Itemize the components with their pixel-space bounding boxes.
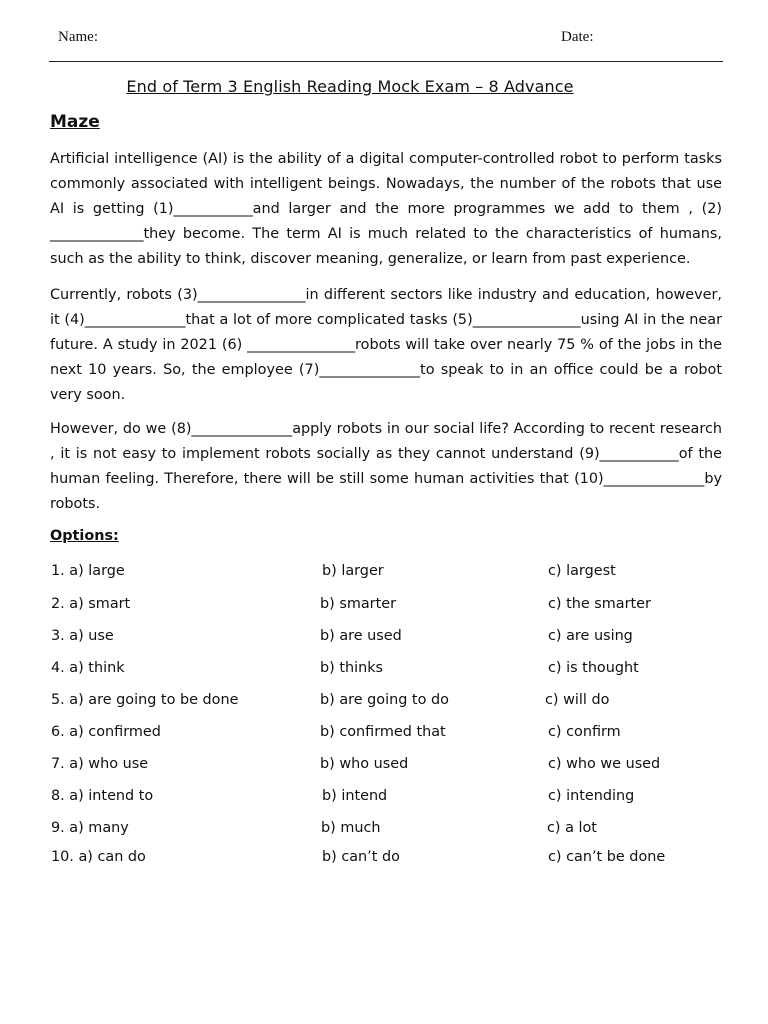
- option-2-b: b) smarter: [320, 596, 396, 612]
- option-5-b: b) are going to do: [320, 692, 449, 708]
- passage-paragraph-2: Currently, robots (3)_______________in different sectors like industry and education, however, it (4)______________that a lot of more complicated tasks (5)_______________using AI in the near future. A study in 2021 (6) _______________robots will take over nearly 75 % of the jobs in the next 10 years. So, the employee (7)______________to speak to in an office could be a robot very soon.: [50, 287, 722, 403]
- section-heading: Maze: [50, 112, 100, 132]
- date-label: Date:: [561, 29, 594, 45]
- option-2-c: c) the smarter: [548, 596, 651, 612]
- option-9-a: 9. a) many: [51, 820, 129, 836]
- option-6-a: 6. a) confirmed: [51, 724, 161, 740]
- option-8-b: b) intend: [322, 788, 388, 804]
- option-4-a: 4. a) think: [51, 660, 125, 676]
- option-10-b: b) can’t do: [322, 849, 400, 865]
- option-7-b: b) who used: [320, 756, 409, 772]
- header-divider: [49, 61, 723, 62]
- option-5-a: 5. a) are going to be done: [51, 692, 239, 708]
- option-6-b: b) confirmed that: [320, 724, 446, 740]
- option-7-a: 7. a) who use: [51, 756, 149, 772]
- option-3-a: 3. a) use: [51, 628, 114, 644]
- passage-paragraph-3: However, do we (8)______________apply robots in our social life? According to recent research , it is not easy to implement robots socially as they cannot understand (9)___________of the human feeling. Therefore, there will be still some human activities that (10)______________by robots.: [50, 421, 722, 512]
- passage-paragraph-1: Artificial intelligence (AI) is the ability of a digital computer-controlled robot to perform tasks commonly associated with intelligent beings. Nowadays, the number of the robots that use AI is getting (1)___________and larger and the more programmes we add to them , (2) _____________they become. The term AI is much related to the characteristics of humans, such as the ability to think, discover meaning, generalize, or learn from past experience.: [50, 151, 722, 267]
- options-heading: Options:: [50, 528, 119, 544]
- option-10-c: c) can’t be done: [548, 849, 666, 865]
- option-10-a: 10. a) can do: [51, 849, 146, 865]
- option-1-c: c) largest: [548, 563, 616, 579]
- exam-title: End of Term 3 English Reading Mock Exam – 8 Advance: [126, 77, 574, 96]
- option-3-b: b) are used: [320, 628, 402, 644]
- option-1-a: 1. a) large: [51, 563, 125, 579]
- option-6-c: c) confirm: [548, 724, 621, 740]
- option-3-c: c) are using: [548, 628, 633, 644]
- option-1-b: b) larger: [322, 563, 384, 579]
- option-4-c: c) is thought: [548, 660, 639, 676]
- name-label: Name:: [58, 29, 98, 45]
- option-8-a: 8. a) intend to: [51, 788, 154, 804]
- option-7-c: c) who we used: [548, 756, 661, 772]
- option-2-a: 2. a) smart: [51, 596, 131, 612]
- option-8-c: c) intending: [548, 788, 635, 804]
- option-9-c: c) a lot: [547, 820, 597, 836]
- option-5-c: c) will do: [545, 692, 610, 708]
- option-9-b: b) much: [321, 820, 381, 836]
- option-4-b: b) thinks: [320, 660, 384, 676]
